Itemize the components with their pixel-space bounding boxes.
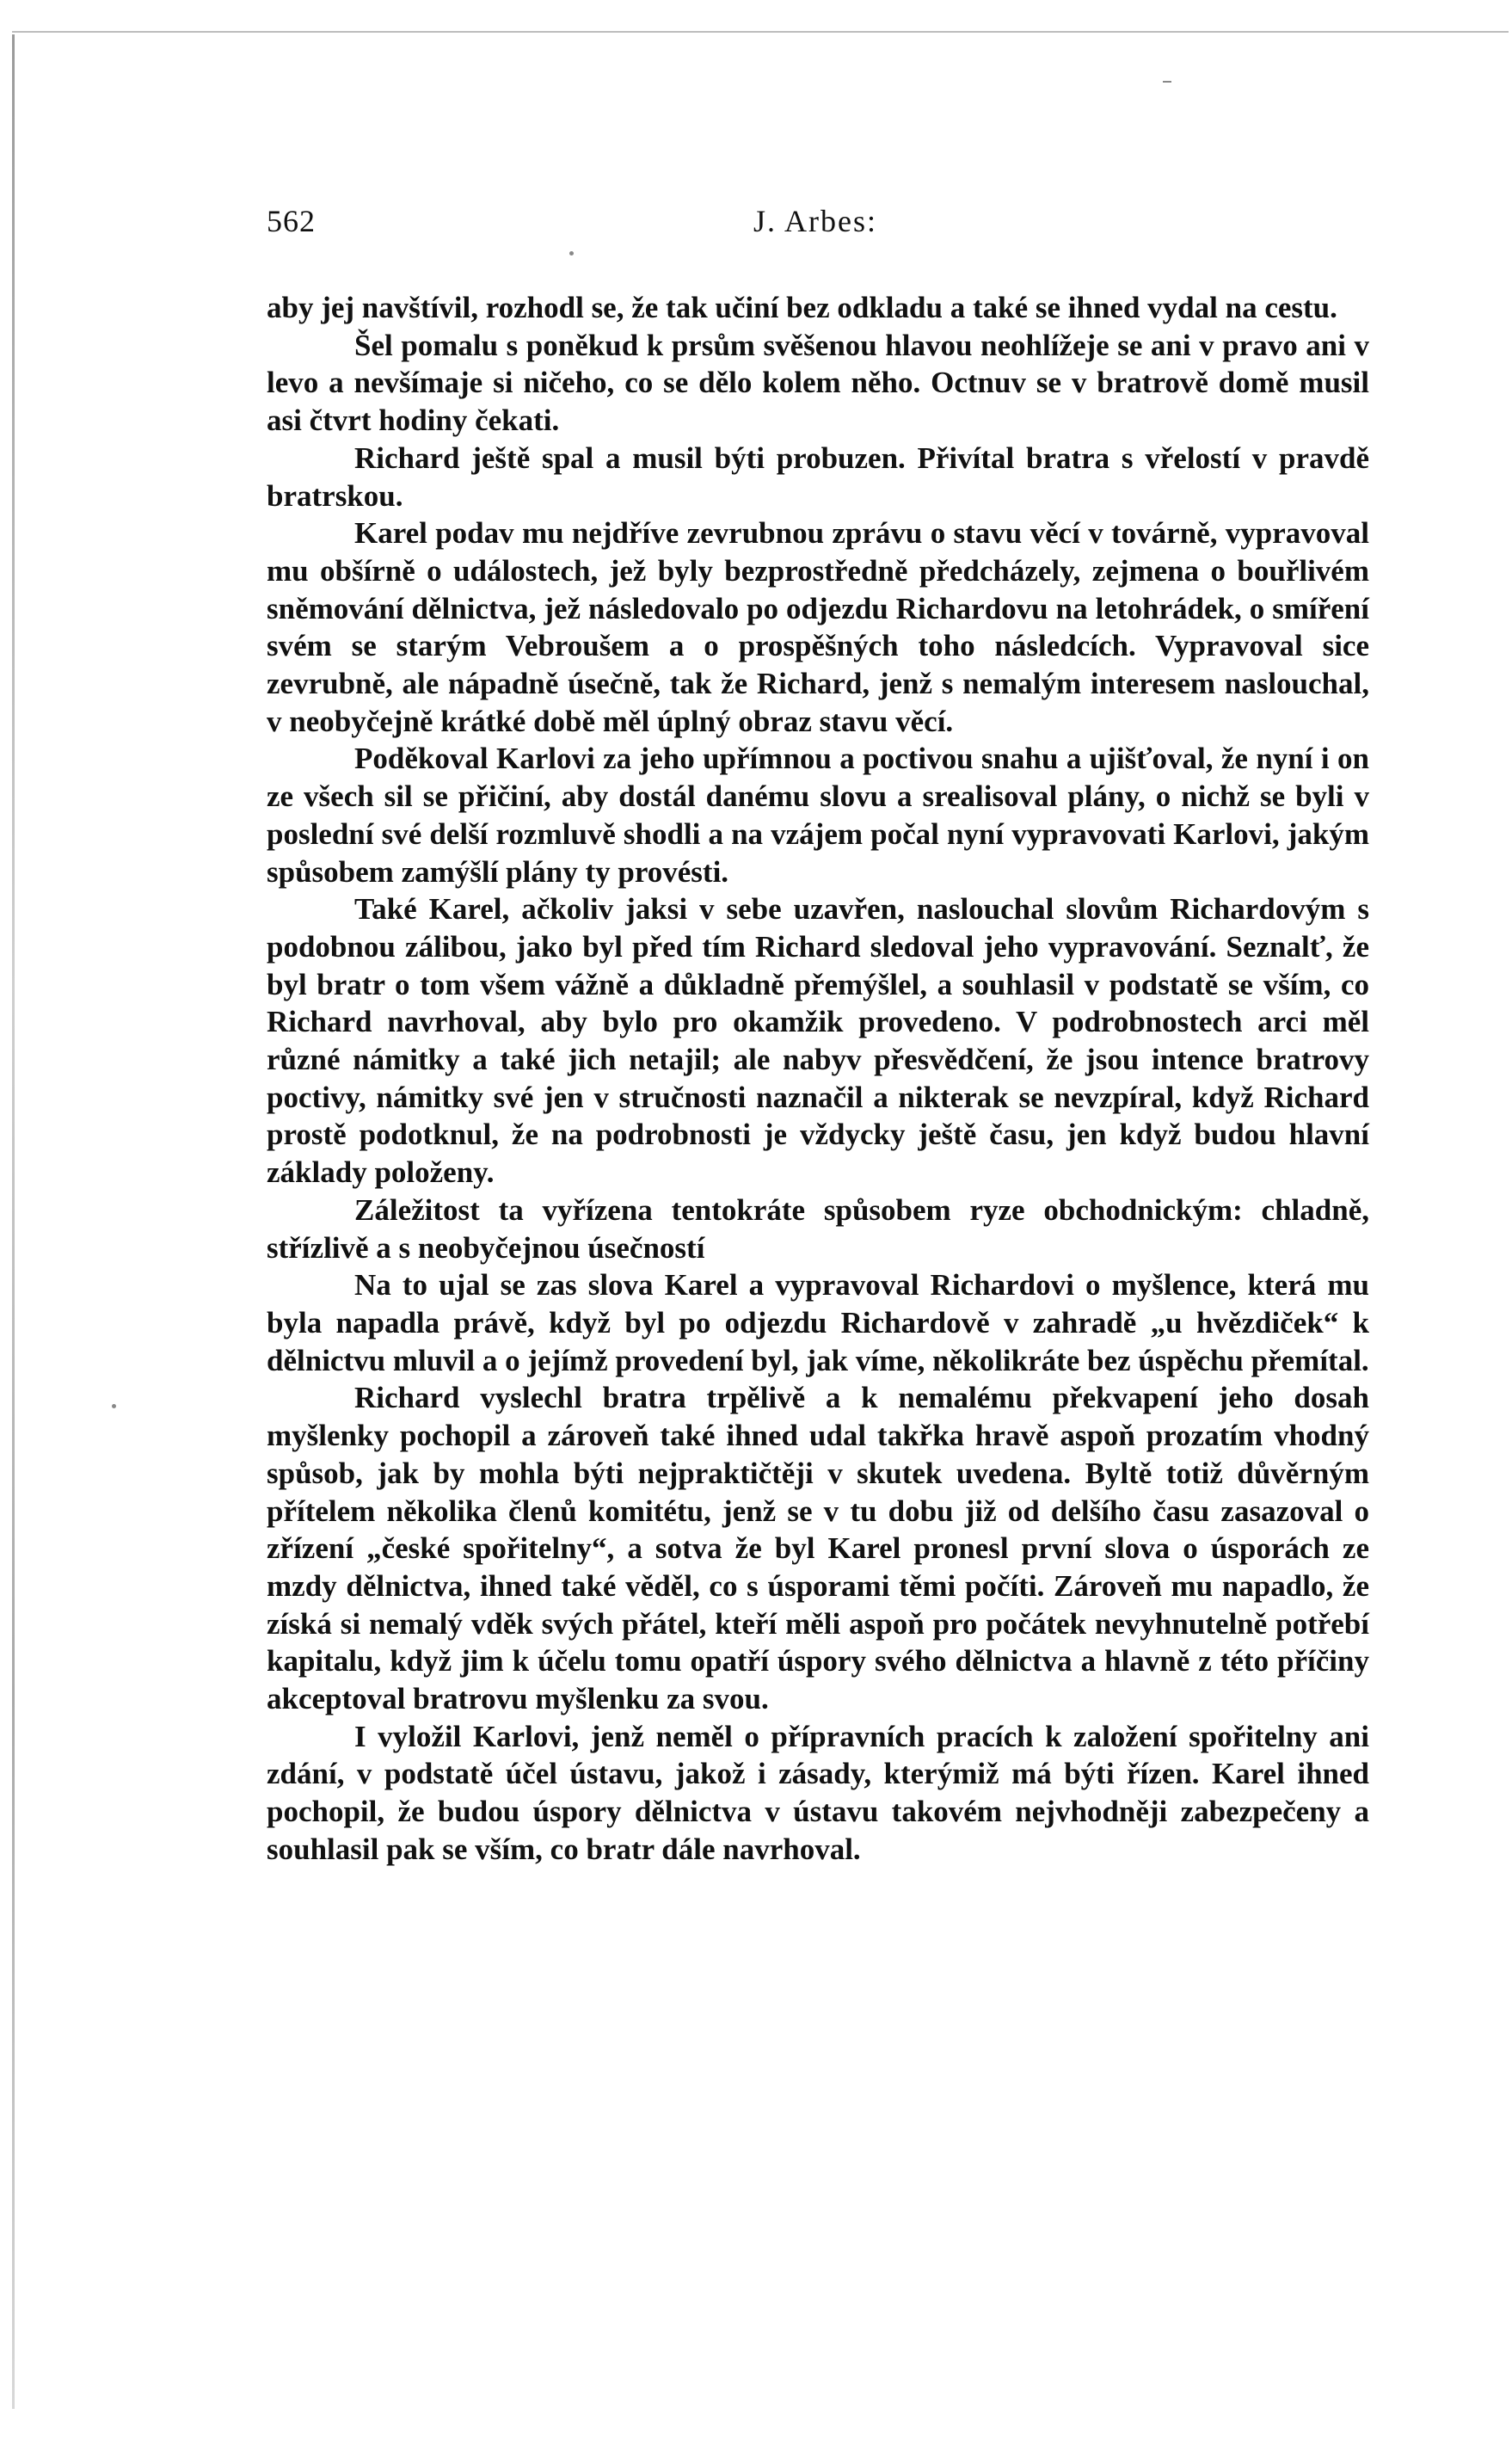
print-speck (112, 1404, 116, 1408)
running-header (267, 203, 1364, 246)
paragraph: Karel podav mu nejdříve zevrubnou zprávu o stavu věcí v továrně, vypravoval mu obšírně o událostech, jež byly bezprostředně předcházely, zejmena o bouřlivém sněmování dělnictva, jež následovalo po odjezdu Richardovu na letohrádek, o smíření svém se starým Vebroušem a o prospěšných toho následcích. Vypravoval sice zevrubně, ale nápadně úsečně, tak že Richard, jenž s nemalým interesem naslouchal, v neobyčejně krátké době měl úplný obraz stavu věcí. (267, 516, 1369, 738)
paragraph: Richard vyslechl bratra trpělivě a k nemalému překvapení jeho dosah myšlenky pochopil a zároveň také ihned udal takřka hravě aspoň prozatím vhodný spůsob, jak by mohla býti nejpraktičtěji v skutek uvedena. Byltě totiž důvěrným přítelem několika členů komitétu, jenž se v tu dobu již od delšího času zasazoval o zřízení „české spořitelny“, a sotva že byl Karel pronesl první slova o úsporách ze mzdy dělnictva, ihned také věděl, co s úsporami těmi počíti. Zároveň mu napadlo, že získá si nemalý vděk svých přátel, kteří měli aspoň pro počátek nevyhnutelně potřebí kapitalu, když jim k účelu tomu opatří úspory svého dělnictva a hlavně z této příčiny akceptoval bratrovu myšlenku za svou. (267, 1381, 1369, 1716)
paragraph: Šel pomalu s poněkud k prsům svěšenou hlavou neohlížeje se ani v pravo ani v levo a nevšímaje si ničeho, co se dělo kolem něho. Octnuv se v bratrově domě musil asi čtvrt hodiny čekati. (267, 328, 1369, 438)
paragraph: Záležitost ta vyřízena tentokráte spůsobem ryze obchodnickým: chladně, střízlivě a s neobyčejnou úsečností (267, 1192, 1369, 1265)
paragraph: Také Karel, ačkoliv jaksi v sebe uzavřen, naslouchal slovům Richardovým s podobnou zálibou, jako byl před tím Richard sledoval jeho vypravování. Seznalť, že byl bratr o tom všem vážně a důkladně přemýšlel, a souhlasil v podstatě se vším, co Richard navrhoval, aby bylo pro okamžik provedeno. V podrobnostech arci měl různé námitky a také jich netajil; ale nabyv přesvědčení, že jsou intence bratrovy poctivy, námitky své jen v stručnosti naznačil a nikterak se nevzpíral, když Richard prostě podotknul, že na podrobnosti je vždycky ještě času, jen když budou hlavní základy položeny. (267, 892, 1369, 1190)
running-title: J. Arbes: (753, 204, 877, 238)
page-number: 562 (267, 204, 316, 238)
paragraph: Richard ještě spal a musil býti probuzen. Přivítal bratra s vřelostí v pravdě bratrskou. (267, 440, 1369, 513)
scan-border-left (12, 34, 15, 2409)
body-text (267, 289, 1369, 1869)
paragraph: aby jej navštívil, rozhodl se, že tak učiní bez odkladu a také se ihned vydal na cestu. (267, 291, 1337, 324)
scan-border-top (12, 31, 1509, 33)
print-speck (569, 251, 574, 256)
print-speck (1163, 81, 1171, 83)
paragraph: Poděkoval Karlovi za jeho upřímnou a poctivou snahu a ujišťoval, že nyní i on ze všech sil se přičiní, aby dostál danému slovu a srealisoval plány, o nichž se byli v poslední své delší rozmluvě shodli a na vzájem počal nyní vypravovati Karlovi, jakým spůsobem zamýšlí plány ty provésti. (267, 742, 1369, 889)
paragraph: I vyložil Karlovi, jenž neměl o přípravních pracích k založení spořitelny ani zdání, v podstatě účel ústavu, jakož i zásady, kterýmiž má býti řízen. Karel ihned pochopil, že budou úspory dělnictva v ústavu takovém nejvhodněji zabezpečeny a souhlasil pak se vším, co bratr dále navrhoval. (267, 1719, 1369, 1866)
paragraph: Na to ujal se zas slova Karel a vypravoval Richardovi o myšlence, která mu byla napadla právě, když byl po odjezdu Richardově v zahradě „u hvězdiček“ k dělnictvu mluvil a o jejímž provedení byl, jak víme, několikráte bez úspěchu přemítal. (267, 1268, 1369, 1377)
